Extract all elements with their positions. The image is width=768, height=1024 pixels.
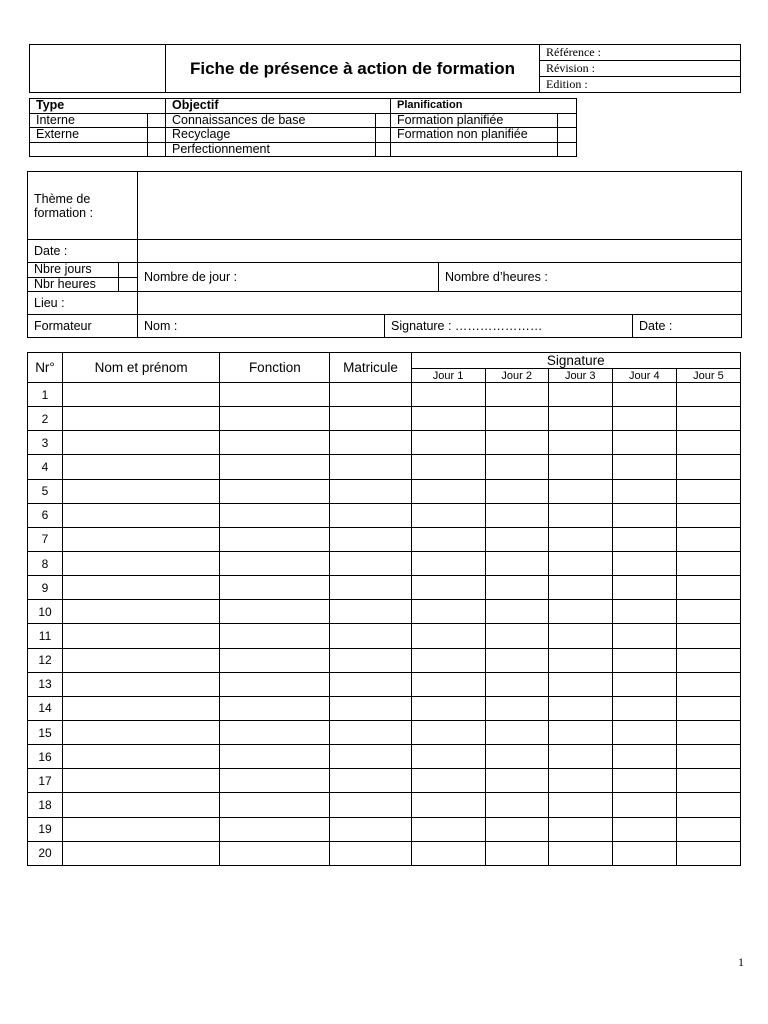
jour-5-cell[interactable]: [676, 576, 740, 600]
jour-2-cell[interactable]: [485, 793, 548, 817]
nom-cell[interactable]: [63, 648, 220, 672]
type-option-interne: Interne: [30, 113, 148, 128]
nombre-de-jour-field[interactable]: Nombre de jour :: [138, 263, 439, 292]
jour-3-cell[interactable]: [548, 696, 612, 720]
jour-2-cell[interactable]: [485, 769, 548, 793]
theme-label: [28, 172, 138, 240]
row-number: 1: [28, 383, 63, 407]
type-externe-checkbox[interactable]: [148, 128, 166, 143]
col-header-nom: Nom et prénom: [63, 353, 220, 383]
planification-header: Planification: [391, 99, 577, 114]
type-blank-checkbox[interactable]: [148, 142, 166, 157]
nom-cell[interactable]: [63, 745, 220, 769]
matricule-cell[interactable]: [330, 745, 411, 769]
matricule-cell[interactable]: [330, 817, 411, 841]
jour-3-cell[interactable]: [548, 648, 612, 672]
row-number: 6: [28, 503, 63, 527]
col-header-fonction: Fonction: [220, 353, 330, 383]
jour-1-cell[interactable]: [411, 745, 485, 769]
col-header-jour-2: Jour 2: [485, 369, 548, 383]
jour-3-cell[interactable]: [548, 479, 612, 503]
jour-2-cell[interactable]: [485, 672, 548, 696]
row-number: 3: [28, 431, 63, 455]
nom-cell[interactable]: [63, 503, 220, 527]
jour-3-cell[interactable]: [548, 624, 612, 648]
jour-4-cell[interactable]: [612, 576, 676, 600]
row-number: 11: [28, 624, 63, 648]
jour-3-cell[interactable]: [548, 720, 612, 744]
jour-2-cell[interactable]: [485, 841, 548, 865]
jour-5-cell[interactable]: [676, 841, 740, 865]
jour-4-cell[interactable]: [612, 696, 676, 720]
jour-1-cell[interactable]: [411, 383, 485, 407]
theme-label-line1: Thème de: [34, 191, 91, 206]
nom-cell[interactable]: [63, 720, 220, 744]
table-row: [28, 793, 741, 817]
matricule-cell[interactable]: [330, 841, 411, 865]
jour-5-cell[interactable]: [676, 672, 740, 696]
row-number: 13: [28, 672, 63, 696]
jour-4-cell[interactable]: [612, 817, 676, 841]
jour-1-cell[interactable]: [411, 648, 485, 672]
planification-blank-checkbox[interactable]: [558, 142, 577, 157]
type-option-externe: Externe: [30, 128, 148, 143]
jour-2-cell[interactable]: [485, 479, 548, 503]
jour-2-cell[interactable]: [485, 407, 548, 431]
fonction-cell[interactable]: [220, 817, 330, 841]
jour-1-cell[interactable]: [411, 551, 485, 575]
jour-2-cell[interactable]: [485, 720, 548, 744]
jour-4-cell[interactable]: [612, 793, 676, 817]
matricule-cell[interactable]: [330, 793, 411, 817]
row-number: 8: [28, 551, 63, 575]
planification-planifiee-checkbox[interactable]: [558, 113, 577, 128]
jour-5-cell[interactable]: [676, 624, 740, 648]
theme-label-line2: formation :: [34, 205, 94, 220]
jour-2-cell[interactable]: [485, 383, 548, 407]
row-number: 7: [28, 527, 63, 551]
logo-area: [30, 45, 166, 93]
nom-cell[interactable]: [63, 551, 220, 575]
matricule-cell[interactable]: [330, 407, 411, 431]
matricule-cell[interactable]: [330, 672, 411, 696]
row-number: 18: [28, 793, 63, 817]
jour-3-cell[interactable]: [548, 576, 612, 600]
jour-3-cell[interactable]: [548, 769, 612, 793]
fonction-cell[interactable]: [220, 383, 330, 407]
table-row: [28, 648, 741, 672]
objectif-header: Objectif: [166, 99, 391, 114]
attendance-table: [27, 352, 741, 866]
planification-option-planifiee: Formation planifiée: [391, 113, 558, 128]
matricule-cell[interactable]: [330, 720, 411, 744]
fonction-cell[interactable]: [220, 455, 330, 479]
jour-1-cell[interactable]: [411, 793, 485, 817]
fonction-cell[interactable]: [220, 841, 330, 865]
objectif-option-connaissances: Connaissances de base: [166, 113, 376, 128]
jour-1-cell[interactable]: [411, 527, 485, 551]
nom-cell[interactable]: [63, 624, 220, 648]
nom-cell[interactable]: [63, 696, 220, 720]
jour-5-cell[interactable]: [676, 551, 740, 575]
jour-5-cell[interactable]: [676, 720, 740, 744]
nom-cell[interactable]: [63, 407, 220, 431]
fonction-cell[interactable]: [220, 769, 330, 793]
fonction-cell[interactable]: [220, 648, 330, 672]
formateur-date-field[interactable]: Date :: [633, 315, 742, 338]
jour-3-cell[interactable]: [548, 503, 612, 527]
jour-1-cell[interactable]: [411, 479, 485, 503]
nbr-heures-checkbox[interactable]: [119, 277, 138, 292]
nom-cell[interactable]: [63, 841, 220, 865]
jour-4-cell[interactable]: [612, 600, 676, 624]
jour-4-cell[interactable]: [612, 769, 676, 793]
jour-5-cell[interactable]: [676, 793, 740, 817]
table-row: [28, 720, 741, 744]
jour-5-cell[interactable]: [676, 407, 740, 431]
jour-2-cell[interactable]: [485, 503, 548, 527]
jour-3-cell[interactable]: [548, 672, 612, 696]
jour-5-cell[interactable]: [676, 648, 740, 672]
table-row: [28, 407, 741, 431]
jour-1-cell[interactable]: [411, 841, 485, 865]
formateur-label: Formateur: [28, 315, 138, 338]
table-row: [28, 769, 741, 793]
jour-2-cell[interactable]: [485, 551, 548, 575]
nbre-jours-label: Nbre jours: [28, 263, 119, 278]
table-row: [28, 527, 741, 551]
col-header-jour-5: Jour 5: [676, 369, 740, 383]
fonction-cell[interactable]: [220, 407, 330, 431]
jour-4-cell[interactable]: [612, 383, 676, 407]
jour-3-cell[interactable]: [548, 527, 612, 551]
formateur-nom-field[interactable]: Nom :: [138, 315, 385, 338]
jour-1-cell[interactable]: [411, 720, 485, 744]
jour-2-cell[interactable]: [485, 745, 548, 769]
fonction-cell[interactable]: [220, 672, 330, 696]
table-row: [28, 503, 741, 527]
jour-3-cell[interactable]: [548, 600, 612, 624]
matricule-cell[interactable]: [330, 696, 411, 720]
jour-5-cell[interactable]: [676, 817, 740, 841]
revision-label: Révision :: [540, 61, 741, 77]
jour-2-cell[interactable]: [485, 696, 548, 720]
fonction-cell[interactable]: [220, 696, 330, 720]
fonction-cell[interactable]: [220, 720, 330, 744]
matricule-cell[interactable]: [330, 431, 411, 455]
fonction-cell[interactable]: [220, 551, 330, 575]
jour-4-cell[interactable]: [612, 551, 676, 575]
row-number: 19: [28, 817, 63, 841]
nom-cell[interactable]: [63, 817, 220, 841]
jour-1-cell[interactable]: [411, 407, 485, 431]
jour-4-cell[interactable]: [612, 841, 676, 865]
fonction-cell[interactable]: [220, 793, 330, 817]
col-header-jour-1: Jour 1: [411, 369, 485, 383]
table-row: [28, 696, 741, 720]
col-header-jour-3: Jour 3: [548, 369, 612, 383]
jour-3-cell[interactable]: [548, 817, 612, 841]
type-header: Type: [30, 99, 166, 114]
lieu-field[interactable]: [138, 292, 742, 315]
nbr-heures-label: Nbr heures: [28, 277, 119, 292]
jour-3-cell[interactable]: [548, 383, 612, 407]
objectif-option-perfectionnement: Perfectionnement: [166, 142, 376, 157]
jour-3-cell[interactable]: [548, 793, 612, 817]
theme-field[interactable]: [138, 172, 742, 240]
row-number: 2: [28, 407, 63, 431]
matricule-cell[interactable]: [330, 383, 411, 407]
nom-cell[interactable]: [63, 672, 220, 696]
date-field[interactable]: [138, 240, 742, 263]
table-row: [28, 551, 741, 575]
objectif-option-recyclage: Recyclage: [166, 128, 376, 143]
jour-1-cell[interactable]: [411, 503, 485, 527]
col-header-matricule: Matricule: [330, 353, 411, 383]
matricule-cell[interactable]: [330, 455, 411, 479]
jour-2-cell[interactable]: [485, 431, 548, 455]
planification-non-planifiee-checkbox[interactable]: [558, 128, 577, 143]
jour-5-cell[interactable]: [676, 527, 740, 551]
table-row: [28, 383, 741, 407]
jour-4-cell[interactable]: [612, 745, 676, 769]
jour-3-cell[interactable]: [548, 551, 612, 575]
jour-2-cell[interactable]: [485, 576, 548, 600]
jour-1-cell[interactable]: [411, 624, 485, 648]
jour-5-cell[interactable]: [676, 479, 740, 503]
objectif-perfectionnement-checkbox[interactable]: [376, 142, 391, 157]
planification-option-blank: [391, 142, 558, 157]
nom-cell[interactable]: [63, 431, 220, 455]
jour-1-cell[interactable]: [411, 769, 485, 793]
row-number: 14: [28, 696, 63, 720]
nom-cell[interactable]: [63, 576, 220, 600]
date-label: Date :: [28, 240, 138, 263]
table-row: [28, 576, 741, 600]
table-row: [28, 624, 741, 648]
jour-5-cell[interactable]: [676, 431, 740, 455]
fonction-cell[interactable]: [220, 527, 330, 551]
row-number: 10: [28, 600, 63, 624]
table-row: [28, 455, 741, 479]
jour-4-cell[interactable]: [612, 527, 676, 551]
table-row: [28, 479, 741, 503]
row-number: 17: [28, 769, 63, 793]
row-number: 4: [28, 455, 63, 479]
jour-5-cell[interactable]: [676, 383, 740, 407]
jour-4-cell[interactable]: [612, 720, 676, 744]
type-option-blank: [30, 142, 148, 157]
matricule-cell[interactable]: [330, 648, 411, 672]
row-number: 12: [28, 648, 63, 672]
fonction-cell[interactable]: [220, 624, 330, 648]
jour-1-cell[interactable]: [411, 576, 485, 600]
lieu-label: Lieu :: [28, 292, 138, 315]
planification-option-non-planifiee: Formation non planifiée: [391, 128, 558, 143]
matricule-cell[interactable]: [330, 527, 411, 551]
jour-5-cell[interactable]: [676, 455, 740, 479]
row-number: 16: [28, 745, 63, 769]
jour-1-cell[interactable]: [411, 431, 485, 455]
attendance-rows: [28, 383, 741, 866]
jour-1-cell[interactable]: [411, 817, 485, 841]
col-header-jour-4: Jour 4: [612, 369, 676, 383]
jour-1-cell[interactable]: [411, 455, 485, 479]
matricule-cell[interactable]: [330, 551, 411, 575]
nom-cell[interactable]: [63, 793, 220, 817]
nom-cell[interactable]: [63, 479, 220, 503]
jour-3-cell[interactable]: [548, 455, 612, 479]
fonction-cell[interactable]: [220, 503, 330, 527]
edition-label: Edition :: [540, 77, 741, 93]
jour-2-cell[interactable]: [485, 455, 548, 479]
col-header-signature: Signature: [411, 353, 740, 369]
jour-5-cell[interactable]: [676, 745, 740, 769]
jour-1-cell[interactable]: [411, 672, 485, 696]
row-number: 5: [28, 479, 63, 503]
nom-cell[interactable]: [63, 769, 220, 793]
jour-5-cell[interactable]: [676, 600, 740, 624]
document-title: Fiche de présence à action de formation: [166, 45, 540, 93]
row-number: 20: [28, 841, 63, 865]
jour-2-cell[interactable]: [485, 600, 548, 624]
jour-4-cell[interactable]: [612, 407, 676, 431]
fonction-cell[interactable]: [220, 576, 330, 600]
row-number: 9: [28, 576, 63, 600]
document-header: [29, 44, 741, 93]
jour-2-cell[interactable]: [485, 527, 548, 551]
matricule-cell[interactable]: [330, 769, 411, 793]
fonction-cell[interactable]: [220, 745, 330, 769]
jour-5-cell[interactable]: [676, 503, 740, 527]
table-row: [28, 817, 741, 841]
jour-4-cell[interactable]: [612, 431, 676, 455]
matricule-cell[interactable]: [330, 600, 411, 624]
page-number: 1: [738, 955, 744, 969]
nom-cell[interactable]: [63, 527, 220, 551]
jour-4-cell[interactable]: [612, 455, 676, 479]
nom-cell[interactable]: [63, 600, 220, 624]
jour-2-cell[interactable]: [485, 648, 548, 672]
jour-5-cell[interactable]: [676, 696, 740, 720]
objectif-recyclage-checkbox[interactable]: [376, 128, 391, 143]
row-number: 15: [28, 720, 63, 744]
jour-2-cell[interactable]: [485, 624, 548, 648]
table-row: [28, 431, 741, 455]
formateur-signature-field[interactable]: Signature : …………………: [385, 315, 633, 338]
fonction-cell[interactable]: [220, 479, 330, 503]
matricule-cell[interactable]: [330, 576, 411, 600]
jour-4-cell[interactable]: [612, 624, 676, 648]
jour-4-cell[interactable]: [612, 648, 676, 672]
jour-5-cell[interactable]: [676, 769, 740, 793]
jour-3-cell[interactable]: [548, 745, 612, 769]
table-row: [28, 600, 741, 624]
nom-cell[interactable]: [63, 383, 220, 407]
jour-4-cell[interactable]: [612, 672, 676, 696]
table-row: [28, 841, 741, 865]
jour-1-cell[interactable]: [411, 696, 485, 720]
jour-1-cell[interactable]: [411, 600, 485, 624]
jour-4-cell[interactable]: [612, 503, 676, 527]
type-interne-checkbox[interactable]: [148, 113, 166, 128]
jour-3-cell[interactable]: [548, 841, 612, 865]
reference-label: Référence :: [540, 45, 741, 61]
table-row: [28, 672, 741, 696]
training-options-table: [29, 98, 577, 157]
training-info-table: [27, 171, 742, 338]
matricule-cell[interactable]: [330, 624, 411, 648]
jour-3-cell[interactable]: [548, 431, 612, 455]
table-row: [28, 745, 741, 769]
jour-2-cell[interactable]: [485, 817, 548, 841]
nom-cell[interactable]: [63, 455, 220, 479]
jour-3-cell[interactable]: [548, 407, 612, 431]
matricule-cell[interactable]: [330, 479, 411, 503]
nombre-heures-field[interactable]: Nombre d’heures :: [439, 263, 742, 292]
objectif-connaissances-checkbox[interactable]: [376, 113, 391, 128]
col-header-nr: Nr°: [28, 353, 63, 383]
matricule-cell[interactable]: [330, 503, 411, 527]
fonction-cell[interactable]: [220, 600, 330, 624]
nbre-jours-checkbox[interactable]: [119, 263, 138, 278]
fonction-cell[interactable]: [220, 431, 330, 455]
jour-4-cell[interactable]: [612, 479, 676, 503]
